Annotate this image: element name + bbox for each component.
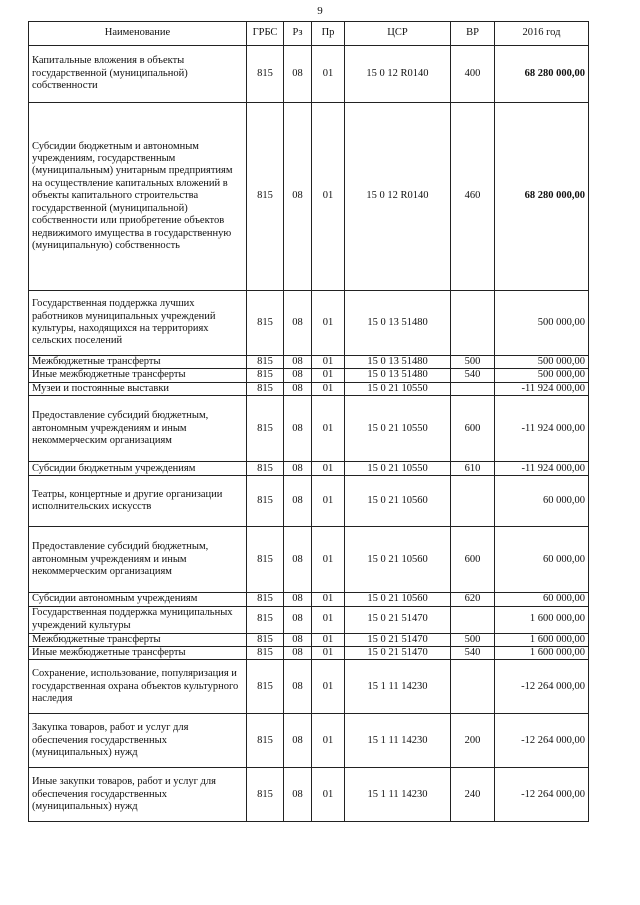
cell-csr: 15 0 21 10550 <box>345 382 451 395</box>
cell-csr: 15 0 12 R0140 <box>345 46 451 103</box>
cell-pr: 01 <box>312 660 345 714</box>
cell-csr: 15 0 21 10560 <box>345 593 451 606</box>
table-row <box>29 768 589 822</box>
cell-csr: 15 1 11 14230 <box>345 660 451 714</box>
cell-name: Предоставление субсидий бюджетным, автономным учреждениям и иным некоммерческим организациям <box>29 396 247 462</box>
cell-rz: 08 <box>284 633 312 646</box>
cell-pr: 01 <box>312 382 345 395</box>
cell-amount: 500 000,00 <box>495 369 589 382</box>
cell-rz: 08 <box>284 714 312 768</box>
table-row <box>29 476 589 527</box>
cell-rz: 08 <box>284 527 312 593</box>
cell-grbs: 815 <box>247 768 284 822</box>
cell-vr: 500 <box>451 633 495 646</box>
cell-pr: 01 <box>312 714 345 768</box>
cell-rz: 08 <box>284 46 312 103</box>
cell-name: Субсидии бюджетным учреждениям <box>29 462 247 476</box>
cell-pr: 01 <box>312 527 345 593</box>
cell-name: Предоставление субсидий бюджетным, автономным учреждениям и иным некоммерческим организациям <box>29 527 247 593</box>
table-row <box>29 527 589 593</box>
cell-grbs: 815 <box>247 633 284 646</box>
cell-pr: 01 <box>312 369 345 382</box>
cell-name: Субсидии бюджетным и автономным учреждениям, государственным (муниципальным) унитарным предприятиям на осуществление капитальных вложений в объекты капитального строительства государственной (муниципальной) собственности или приобретение объектов недвижимого имущества в государственную (муниципальную) собственность <box>29 103 247 291</box>
cell-amount: 60 000,00 <box>495 593 589 606</box>
header-name: Наименование <box>29 22 247 46</box>
cell-rz: 08 <box>284 103 312 291</box>
cell-vr <box>451 291 495 356</box>
cell-pr: 01 <box>312 356 345 369</box>
cell-grbs: 815 <box>247 476 284 527</box>
cell-amount: -12 264 000,00 <box>495 660 589 714</box>
cell-name: Сохранение, использование, популяризация и государственная охрана объектов культурного наследия <box>29 660 247 714</box>
cell-amount: 68 280 000,00 <box>495 103 589 291</box>
cell-grbs: 815 <box>247 660 284 714</box>
cell-grbs: 815 <box>247 647 284 660</box>
cell-csr: 15 0 21 10550 <box>345 396 451 462</box>
table-row <box>29 660 589 714</box>
cell-csr: 15 0 21 10560 <box>345 527 451 593</box>
cell-vr: 200 <box>451 714 495 768</box>
cell-amount: 500 000,00 <box>495 356 589 369</box>
cell-csr: 15 0 21 10560 <box>345 476 451 527</box>
table-body <box>29 46 589 822</box>
cell-pr: 01 <box>312 606 345 633</box>
cell-pr: 01 <box>312 647 345 660</box>
cell-csr: 15 0 13 51480 <box>345 369 451 382</box>
cell-csr: 15 0 13 51480 <box>345 356 451 369</box>
cell-grbs: 815 <box>247 462 284 476</box>
cell-name: Государственная поддержка лучших работников муниципальных учреждений культуры, находящихся на территориях сельских поселений <box>29 291 247 356</box>
table-row <box>29 647 589 660</box>
cell-pr: 01 <box>312 291 345 356</box>
cell-grbs: 815 <box>247 714 284 768</box>
cell-pr: 01 <box>312 396 345 462</box>
cell-csr: 15 0 21 51470 <box>345 647 451 660</box>
cell-csr: 15 0 21 51470 <box>345 606 451 633</box>
cell-grbs: 815 <box>247 396 284 462</box>
table-row <box>29 593 589 606</box>
cell-rz: 08 <box>284 382 312 395</box>
cell-name: Закупка товаров, работ и услуг для обеспечения государственных (муниципальных) нужд <box>29 714 247 768</box>
cell-amount: 60 000,00 <box>495 527 589 593</box>
cell-vr: 460 <box>451 103 495 291</box>
table-row <box>29 356 589 369</box>
cell-rz: 08 <box>284 606 312 633</box>
cell-pr: 01 <box>312 633 345 646</box>
cell-rz: 08 <box>284 660 312 714</box>
cell-amount: -11 924 000,00 <box>495 396 589 462</box>
cell-grbs: 815 <box>247 527 284 593</box>
cell-grbs: 815 <box>247 593 284 606</box>
cell-rz: 08 <box>284 291 312 356</box>
header-pr: Пр <box>312 22 345 46</box>
cell-name: Государственная поддержка муниципальных учреждений культуры <box>29 606 247 633</box>
cell-vr <box>451 660 495 714</box>
cell-amount: 500 000,00 <box>495 291 589 356</box>
cell-vr: 240 <box>451 768 495 822</box>
cell-vr <box>451 476 495 527</box>
table-row <box>29 382 589 395</box>
header-grbs: ГРБС <box>247 22 284 46</box>
table-row <box>29 369 589 382</box>
cell-grbs: 815 <box>247 356 284 369</box>
cell-grbs: 815 <box>247 291 284 356</box>
table-row <box>29 103 589 291</box>
table-row <box>29 291 589 356</box>
cell-rz: 08 <box>284 462 312 476</box>
cell-rz: 08 <box>284 369 312 382</box>
cell-amount: -11 924 000,00 <box>495 382 589 395</box>
cell-vr: 600 <box>451 396 495 462</box>
cell-vr: 540 <box>451 369 495 382</box>
cell-vr <box>451 382 495 395</box>
cell-name: Межбюджетные трансферты <box>29 633 247 646</box>
header-vr: ВР <box>451 22 495 46</box>
cell-csr: 15 0 21 51470 <box>345 633 451 646</box>
cell-pr: 01 <box>312 103 345 291</box>
cell-vr: 620 <box>451 593 495 606</box>
cell-rz: 08 <box>284 593 312 606</box>
cell-rz: 08 <box>284 647 312 660</box>
table-row <box>29 46 589 103</box>
cell-name: Капитальные вложения в объекты государственной (муниципальной) собственности <box>29 46 247 103</box>
cell-csr: 15 1 11 14230 <box>345 714 451 768</box>
cell-name: Иные межбюджетные трансферты <box>29 647 247 660</box>
cell-pr: 01 <box>312 768 345 822</box>
cell-amount: 1 600 000,00 <box>495 647 589 660</box>
cell-vr <box>451 606 495 633</box>
cell-rz: 08 <box>284 768 312 822</box>
cell-rz: 08 <box>284 396 312 462</box>
cell-name: Межбюджетные трансферты <box>29 356 247 369</box>
table-row <box>29 396 589 462</box>
cell-csr: 15 0 13 51480 <box>345 291 451 356</box>
table-row <box>29 606 589 633</box>
cell-vr: 540 <box>451 647 495 660</box>
table-header-row <box>29 22 589 46</box>
cell-grbs: 815 <box>247 103 284 291</box>
cell-name: Театры, концертные и другие организации исполнительских искусств <box>29 476 247 527</box>
cell-amount: 1 600 000,00 <box>495 606 589 633</box>
cell-rz: 08 <box>284 356 312 369</box>
cell-pr: 01 <box>312 476 345 527</box>
cell-grbs: 815 <box>247 382 284 395</box>
cell-csr: 15 0 21 10550 <box>345 462 451 476</box>
cell-vr: 400 <box>451 46 495 103</box>
cell-vr: 600 <box>451 527 495 593</box>
header-year: 2016 год <box>495 22 589 46</box>
cell-name: Иные межбюджетные трансферты <box>29 369 247 382</box>
cell-grbs: 815 <box>247 46 284 103</box>
cell-amount: -11 924 000,00 <box>495 462 589 476</box>
cell-amount: -12 264 000,00 <box>495 768 589 822</box>
cell-amount: -12 264 000,00 <box>495 714 589 768</box>
cell-amount: 60 000,00 <box>495 476 589 527</box>
table-row <box>29 462 589 476</box>
cell-grbs: 815 <box>247 606 284 633</box>
cell-csr: 15 1 11 14230 <box>345 768 451 822</box>
cell-rz: 08 <box>284 476 312 527</box>
cell-vr: 610 <box>451 462 495 476</box>
cell-name: Музеи и постоянные выставки <box>29 382 247 395</box>
budget-table <box>28 21 589 822</box>
header-csr: ЦСР <box>345 22 451 46</box>
header-rz: Рз <box>284 22 312 46</box>
cell-amount: 1 600 000,00 <box>495 633 589 646</box>
cell-name: Иные закупки товаров, работ и услуг для обеспечения государственных (муниципальных) нужд <box>29 768 247 822</box>
table-row <box>29 633 589 646</box>
cell-pr: 01 <box>312 46 345 103</box>
cell-grbs: 815 <box>247 369 284 382</box>
table-row <box>29 714 589 768</box>
cell-amount: 68 280 000,00 <box>495 46 589 103</box>
cell-pr: 01 <box>312 462 345 476</box>
cell-pr: 01 <box>312 593 345 606</box>
cell-name: Субсидии автономным учреждениям <box>29 593 247 606</box>
cell-csr: 15 0 12 R0140 <box>345 103 451 291</box>
cell-vr: 500 <box>451 356 495 369</box>
page-number: 9 <box>317 5 323 17</box>
